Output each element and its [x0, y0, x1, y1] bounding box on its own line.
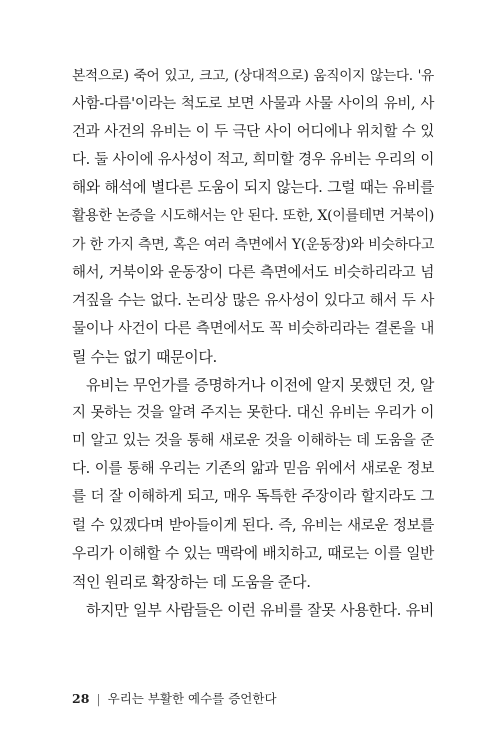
text-line: 미 알고 있는 것을 통해 새로운 것을 이해하는 데 도움을 준	[72, 433, 434, 450]
page-number: 28	[72, 691, 90, 706]
text-line: 해서, 거북이와 운동장이 다른 측면에서도 비슷하리라고 넘	[72, 264, 434, 281]
text-line: 다. 둘 사이에 유사성이 적고, 희미할 경우 유비는 우리의 이	[72, 152, 434, 169]
footer-separator: |	[96, 691, 101, 706]
text-line: 물이나 사건이 다른 측면에서도 꼭 비슷하리라는 결론을 내	[72, 320, 434, 337]
body-text	[72, 62, 434, 624]
text-line: 럴 수 있겠다며 받아들이게 된다. 즉, 유비는 새로운 정보를	[72, 517, 434, 534]
text-line: 사함-다름'이라는 척도로 보면 사물과 사물 사이의 유비, 사	[72, 96, 434, 113]
text-line: 유비는 무언가를 증명하거나 이전에 알지 못했던 것, 알	[86, 376, 434, 395]
running-title: 우리는 부활한 예수를 증언한다	[107, 691, 277, 706]
page-footer	[72, 689, 277, 707]
text-line: 적인 원리로 확장하는 데 도움을 준다.	[72, 572, 311, 591]
paragraph-1	[72, 62, 434, 371]
text-line: 지 못하는 것을 알려 주지는 못한다. 대신 유비는 우리가 이	[72, 405, 434, 422]
text-line: 가 한 가지 측면, 혹은 여러 측면에서 Y(운동장)와 비슷하다고	[72, 236, 434, 253]
text-line: 다. 이를 통해 우리는 기존의 앎과 믿음 위에서 새로운 정보	[72, 461, 434, 478]
text-line: 본적으로) 죽어 있고, 크고, (상대적으로) 움직이지 않는다. '유	[72, 68, 434, 84]
text-line: 우리가 이해할 수 있는 맥락에 배치하고, 때로는 이를 일반	[72, 544, 434, 562]
text-line: 하지만 일부 사람들은 이런 유비를 잘못 사용한다. 유비	[86, 600, 434, 619]
text-line: 를 더 잘 이해하게 되고, 매우 독특한 주장이라 할지라도 그	[72, 489, 434, 506]
text-line: 해와 해석에 별다른 도움이 되지 않는다. 그럴 때는 유비를	[72, 179, 434, 197]
paragraph-2	[72, 371, 434, 596]
text-line: 릴 수는 없기 때문이다.	[72, 347, 217, 366]
text-line: 활용한 논증을 시도해서는 안 된다. 또한, X(이를테면 거북이)	[72, 208, 434, 225]
text-line: 겨짚을 수는 없다. 논리상 많은 유사성이 있다고 해서 두 사	[72, 292, 434, 309]
text-line: 건과 사건의 유비는 이 두 극단 사이 어디에나 위치할 수 있	[72, 124, 434, 141]
paragraph-3	[72, 596, 434, 624]
